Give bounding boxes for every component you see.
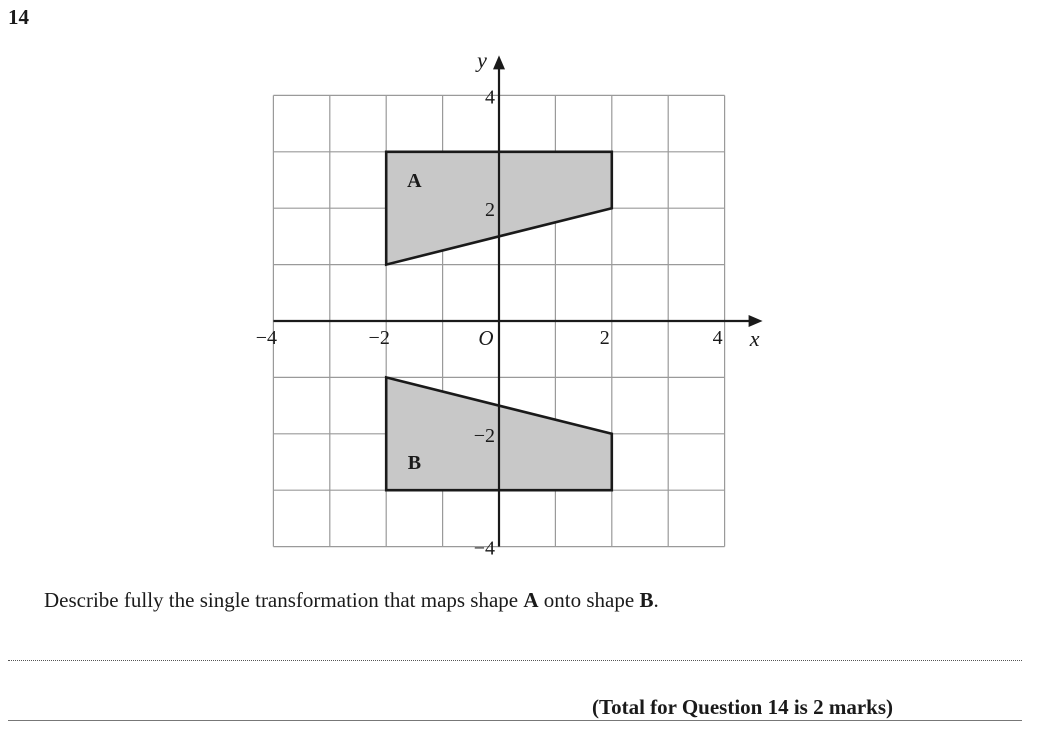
y-tick-label: 2 [485,199,495,222]
prompt-text-end: . [653,588,659,612]
x-tick-label: −4 [255,327,278,349]
y-tick-label: −2 [473,424,495,447]
question-number: 14 [8,5,29,29]
bottom-rule [8,720,1022,721]
question-prompt [44,587,659,613]
prompt-text-start: Describe fully the single transformation that maps shape [44,588,524,612]
answer-line[interactable] [8,660,1022,661]
total-marks: (Total for Question 14 is 2 marks) [592,695,894,719]
shape-b-reference: B [639,588,654,612]
x-axis-label: x [749,326,760,351]
x-tick-label: 4 [712,327,723,349]
y-tick-label: −4 [473,537,495,560]
x-tick-label: 2 [599,327,610,349]
shape-label-a: A [407,170,422,192]
x-tick-label: −2 [368,327,390,349]
origin-label: O [478,326,494,350]
shape-label-b: B [407,452,422,474]
shape-a-reference: A [523,588,539,612]
y-axis-arrow [493,55,505,69]
prompt-text-middle: onto shape [538,588,640,612]
y-tick-label: 4 [485,86,495,109]
y-axis-label: y [477,47,487,73]
